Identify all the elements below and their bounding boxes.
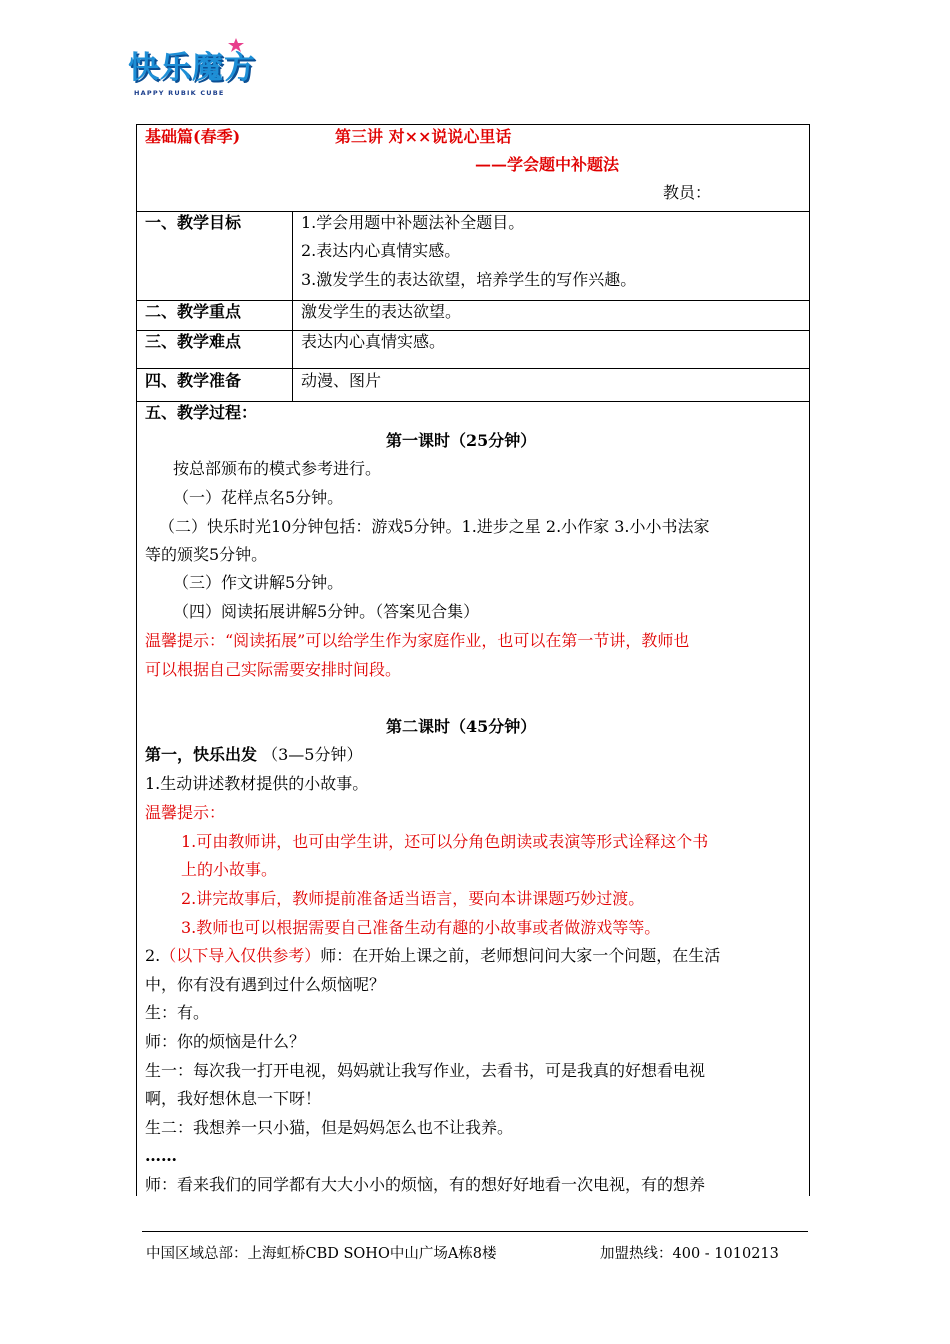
lesson-subtitle: ——学会题中补题法 bbox=[475, 155, 620, 174]
dialogue-line: 生：有。 bbox=[145, 1003, 210, 1022]
goals-label: 一、教学目标 bbox=[145, 213, 242, 232]
brand-logo bbox=[128, 42, 260, 104]
tip-item: 上的小故事。 bbox=[181, 860, 278, 879]
period1-line: （一）花样点名5分钟。 bbox=[173, 488, 344, 507]
dialogue-line: 生一：每次我一打开电视，妈妈就让我写作业，去看书，可是我真的好想看电视 bbox=[145, 1061, 706, 1080]
row-divider bbox=[137, 330, 809, 331]
dialogue-line: 生二：我想养一只小猫，但是妈妈怎么也不让我养。 bbox=[145, 1118, 514, 1137]
row-divider bbox=[137, 300, 809, 301]
tip-item: 2.讲完故事后，教师提前准备适当语言，要向本讲课题巧妙过渡。 bbox=[181, 889, 645, 908]
item2-number: 2. bbox=[145, 946, 161, 965]
item2-reference-note: （以下导入仅供参考） bbox=[160, 946, 321, 965]
period1-line: （四）阅读拓展讲解5分钟。（答案见合集） bbox=[173, 602, 480, 621]
dialogue-line: 师：你的烦恼是什么？ bbox=[145, 1032, 306, 1051]
tip-item: 1.可由教师讲，也可由学生讲，还可以分角色朗读或表演等形式诠释这个书 bbox=[181, 832, 709, 851]
item2-text: 师：在开始上课之前，老师想问问大家一个问题，在生活 bbox=[320, 946, 721, 965]
period1-line: 按总部颁布的模式参考进行。 bbox=[173, 459, 382, 478]
teacher-label: 教员： bbox=[663, 183, 712, 202]
row-divider bbox=[137, 211, 809, 212]
goal-item: 2.表达内心真情实感。 bbox=[301, 241, 461, 260]
step1-title: 第一，快乐出发 bbox=[145, 745, 258, 764]
dialogue-line: 师：看来我们的同学都有大大小小的烦恼，有的想好好地看一次电视，有的想养 bbox=[145, 1175, 706, 1194]
focus-label: 二、教学重点 bbox=[145, 302, 242, 321]
footer-divider bbox=[142, 1231, 808, 1232]
footer-hotline: 加盟热线：400 - 1010213 bbox=[600, 1246, 779, 1262]
course-level: 基础篇(春季) bbox=[145, 127, 241, 146]
column-divider bbox=[292, 211, 293, 401]
prep-value: 动漫、图片 bbox=[301, 371, 382, 390]
logo-subtitle: HAPPY RUBIK CUBE bbox=[134, 89, 225, 97]
lesson-title: 第三讲 对××说说心里话 bbox=[335, 127, 512, 146]
row-divider bbox=[137, 401, 809, 402]
tip-label: 温馨提示： bbox=[145, 803, 226, 822]
star-icon bbox=[228, 38, 244, 52]
dialogue-line: 啊，我好想休息一下呀！ bbox=[145, 1089, 322, 1108]
step1-item: 1.生动讲述教材提供的小故事。 bbox=[145, 774, 369, 793]
step1-item2 bbox=[145, 946, 720, 966]
goal-item: 3.激发学生的表达欲望，培养学生的写作兴趣。 bbox=[301, 270, 637, 289]
focus-value: 激发学生的表达欲望。 bbox=[301, 302, 462, 321]
process-label: 五、教学过程： bbox=[145, 403, 258, 422]
prep-label: 四、教学准备 bbox=[145, 371, 242, 390]
goal-item: 1.学会用题中补题法补全题目。 bbox=[301, 213, 525, 232]
tip-item: 3.教师也可以根据需要自己准备生动有趣的小故事或者做游戏等等。 bbox=[181, 918, 661, 937]
dialogue-ellipsis: …… bbox=[145, 1146, 177, 1165]
lesson-table bbox=[136, 124, 810, 1196]
dialogue-line: 中，你有没有遇到过什么烦恼呢？ bbox=[145, 975, 386, 994]
period1-line: 等的颁奖5分钟。 bbox=[145, 545, 268, 564]
period1-title: 第一课时（25分钟） bbox=[386, 431, 537, 450]
step1-time: （3—5分钟） bbox=[262, 745, 363, 764]
period1-line: （二）快乐时光10分钟包括：游戏5分钟。1.进步之星 2.小作家 3.小小书法家 bbox=[159, 517, 710, 536]
period1-line: （三）作文讲解5分钟。 bbox=[173, 573, 344, 592]
period1-tip: 可以根据自己实际需要安排时间段。 bbox=[145, 660, 402, 679]
logo-text: 快乐魔方 bbox=[128, 50, 256, 86]
row-divider bbox=[137, 368, 809, 369]
period1-tip: 温馨提示：“阅读拓展”可以给学生作为家庭作业，也可以在第一节讲，教师也 bbox=[145, 631, 690, 650]
difficulty-value: 表达内心真情实感。 bbox=[301, 332, 446, 351]
step1-heading bbox=[145, 745, 362, 765]
footer-address: 中国区域总部：上海虹桥CBD SOHO中山广场A栋8楼 bbox=[146, 1246, 497, 1262]
difficulty-label: 三、教学难点 bbox=[145, 332, 242, 351]
period2-title: 第二课时（45分钟） bbox=[386, 717, 537, 736]
